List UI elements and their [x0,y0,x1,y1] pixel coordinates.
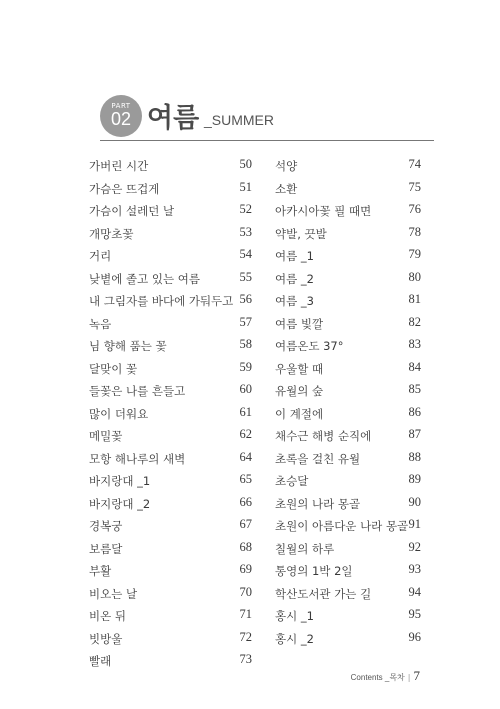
toc-entry-page: 83 [408,337,421,351]
toc-entry-page: 92 [408,539,421,554]
toc-entry-title: 초록을 걸친 유월 [275,451,361,466]
toc-entry [89,470,252,493]
toc-entry-title: 초원이 아름다운 나라 몽골 [275,519,409,533]
footer-separator: | [407,673,411,682]
toc-entry-page: 68 [239,539,252,554]
toc-entry [89,200,252,223]
toc-entry [89,448,252,471]
toc-entry [275,155,421,178]
toc-entry [89,403,252,426]
toc-entry-title: 거리 [89,249,112,263]
footer-label: Contents _목차 [350,673,405,682]
toc-entry [275,583,421,606]
toc-entry [275,358,421,381]
toc-entry-title: 달맞이 꽃 [89,361,138,376]
toc-entry [89,335,252,358]
toc-entry [89,650,252,673]
toc-entry [275,178,421,201]
toc-entry-page: 69 [239,562,252,576]
toc-entry [89,358,252,381]
toc-entry-title: 개망초꽃 [89,226,134,241]
toc-entry-title: 홍시 _2 [275,631,314,646]
toc-entry [89,223,252,246]
toc-entry-title: 내 그림자를 바다에 가둬두고 [89,294,234,308]
section-subtitle: _SUMMER [204,112,275,128]
toc-right-column [275,155,421,650]
toc-entry [89,380,252,403]
toc-entry-page: 58 [239,337,252,351]
toc-entry [275,425,421,448]
toc-entry [275,380,421,403]
toc-entry-title: 아카시아꽃 필 때면 [275,204,372,218]
toc-entry [89,538,252,561]
toc-entry-title: 부활 [89,564,112,578]
toc-entry [275,515,421,538]
toc-entry-page: 55 [239,269,252,284]
toc-entry [275,560,421,583]
toc-entry-title: 바지랑대 _2 [89,496,151,511]
toc-entry-page: 72 [239,629,252,644]
toc-entry-title: 여름 빛깔 [275,316,324,331]
toc-entry-title: 석양 [275,159,298,173]
part-badge [100,95,142,137]
toc-entry-title: 통영의 1박 2일 [275,564,353,578]
toc-entry-title: 초원의 나라 몽골 [275,496,361,511]
toc-entry-title: 여름 _1 [275,249,314,263]
toc-entry [89,493,252,516]
toc-entry-title: 모항 해나루의 새벽 [89,451,186,466]
toc-entry [275,538,421,561]
toc-entry-title: 많이 더워요 [89,406,149,421]
toc-entry-title: 낮볕에 졸고 있는 여름 [89,271,200,286]
header-divider [100,140,434,141]
toc-entry-page: 85 [408,382,421,396]
toc-entry [89,268,252,291]
toc-entry-page: 54 [239,247,252,261]
toc-entry [89,155,252,178]
toc-entry [275,628,421,651]
toc-entry-page: 59 [239,359,252,374]
toc-entry-page: 50 [239,157,252,171]
toc-entry-page: 71 [239,607,252,621]
toc-entry-page: 84 [408,359,421,374]
toc-entry-page: 56 [239,292,252,306]
toc-entry-page: 78 [408,224,421,239]
toc-entry-title: 학산도서관 가는 길 [275,586,372,601]
toc-entry-page: 66 [239,494,252,509]
toc-left-column [89,155,252,673]
toc-entry-page: 86 [408,404,421,419]
toc-entry [275,493,421,516]
toc-entry-page: 64 [239,449,252,464]
toc-entry-title: 들꽃은 나를 흔들고 [89,384,186,398]
toc-entry-title: 녹음 [89,316,112,331]
toc-entry-title: 여름 _2 [275,271,314,286]
toc-entry-title: 빗방울 [89,631,123,646]
toc-entry [275,335,421,358]
toc-entry [89,560,252,583]
toc-entry [275,403,421,426]
toc-entry-page: 76 [408,202,421,216]
toc-entry-page: 95 [408,607,421,621]
toc-entry [275,470,421,493]
toc-entry-page: 79 [408,247,421,261]
toc-entry [89,605,252,628]
toc-entry-title: 빨래 [89,654,112,668]
toc-entry-title: 우울할 때 [275,361,324,376]
toc-entry-page: 81 [408,292,421,306]
toc-entry-title: 채수근 해병 순직에 [275,429,372,443]
toc-entry-title: 메밀꽃 [89,429,123,443]
toc-entry-page: 74 [408,157,421,171]
toc-entry-page: 70 [239,584,252,599]
toc-entry-title: 약발, 끗발 [275,226,327,241]
toc-entry-page: 96 [408,629,421,644]
toc-entry-page: 91 [408,517,421,531]
toc-entry-page: 90 [408,494,421,509]
toc-entry-page: 57 [239,314,252,329]
toc-entry-title: 여름온도 37° [275,339,344,353]
toc-entry-title: 바지랑대 _1 [89,474,151,488]
toc-entry-title: 보름달 [89,541,123,556]
section-title: 여름 [147,103,200,134]
toc-entry-page: 53 [239,224,252,239]
toc-entry [89,178,252,201]
toc-entry-page: 88 [408,449,421,464]
part-number: 02 [110,109,132,129]
toc-entry-title: 여름 _3 [275,294,314,308]
toc-entry [275,245,421,268]
page-number: 7 [413,668,420,683]
toc-entry-page: 67 [239,517,252,531]
toc-entry-page: 93 [408,562,421,576]
toc-entry-title: 칠월의 하루 [275,541,335,556]
toc-entry-title: 초승달 [275,474,309,488]
toc-entry [275,313,421,336]
toc-entry-page: 60 [239,382,252,396]
toc-entry [275,223,421,246]
toc-entry [275,605,421,628]
toc-entry [275,268,421,291]
toc-entry [89,515,252,538]
toc-entry [89,583,252,606]
toc-entry-title: 비오는 날 [89,586,138,601]
toc-entry-title: 유월의 숲 [275,384,324,398]
toc-entry-title: 소환 [275,181,298,196]
toc-entry-page: 94 [408,584,421,599]
toc-entry-page: 82 [408,314,421,329]
toc-entry-title: 가슴은 뜨겁게 [89,181,160,196]
toc-entry-page: 75 [408,179,421,194]
toc-entry-title: 이 계절에 [275,406,324,421]
page-footer [351,668,420,684]
toc-entry-title: 경복궁 [89,519,123,533]
part-label: PART [111,102,131,110]
toc-entry-title: 비온 뒤 [89,609,126,623]
toc-entry-page: 65 [239,472,252,486]
toc-entry [275,448,421,471]
toc-entry-page: 73 [239,652,252,666]
toc-entry [89,628,252,651]
toc-entry-page: 61 [239,404,252,419]
toc-entry [89,245,252,268]
toc-entry-page: 52 [239,202,252,216]
toc-entry-page: 62 [239,427,252,441]
toc-entry [275,200,421,223]
toc-entry-page: 80 [408,269,421,284]
toc-entry [89,290,252,313]
toc-entry-page: 51 [239,179,252,194]
toc-entry-page: 89 [408,472,421,486]
toc-entry-title: 홍시 _1 [275,609,314,623]
toc-entry [275,290,421,313]
toc-entry-title: 님 향해 품는 꽃 [89,339,167,353]
toc-entry-title: 가슴이 설레던 날 [89,204,175,218]
toc-entry-title: 가버린 시간 [89,159,149,173]
toc-entry [89,425,252,448]
toc-entry-page: 87 [408,427,421,441]
toc-entry [89,313,252,336]
